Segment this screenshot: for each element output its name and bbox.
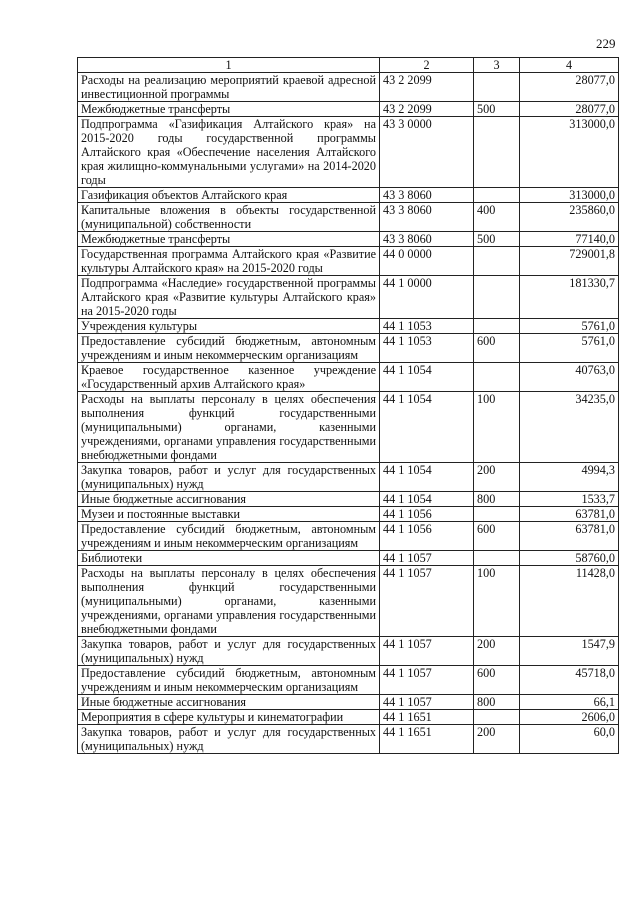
row-code: 44 1 0000	[380, 276, 474, 319]
row-expense-type	[474, 551, 520, 566]
table-row	[78, 276, 619, 319]
row-code: 43 3 8060	[380, 232, 474, 247]
table-row	[78, 203, 619, 232]
row-code: 44 1 1057	[380, 566, 474, 637]
row-amount: 181330,7	[520, 276, 619, 319]
table-row	[78, 637, 619, 666]
row-expense-type: 500	[474, 232, 520, 247]
row-expense-type	[474, 247, 520, 276]
row-expense-type: 600	[474, 522, 520, 551]
row-name: Предоставление субсидий бюджетным, автономным учреждениям и иным некоммерческим организациям	[78, 666, 380, 695]
row-name: Иные бюджетные ассигнования	[78, 695, 380, 710]
table-row	[78, 232, 619, 247]
row-amount: 5761,0	[520, 334, 619, 363]
row-name: Подпрограмма «Наследие» государственной программы Алтайского края «Развитие культуры Алтайского края» на 2015-2020 годы	[78, 276, 380, 319]
table-row	[78, 492, 619, 507]
row-amount: 5761,0	[520, 319, 619, 334]
column-header-4: 4	[520, 58, 619, 73]
row-expense-type	[474, 319, 520, 334]
row-expense-type: 500	[474, 102, 520, 117]
row-code: 44 1 1054	[380, 363, 474, 392]
row-expense-type	[474, 73, 520, 102]
row-amount: 58760,0	[520, 551, 619, 566]
row-amount: 45718,0	[520, 666, 619, 695]
row-code: 44 1 1057	[380, 666, 474, 695]
row-expense-type	[474, 507, 520, 522]
table-row	[78, 102, 619, 117]
row-expense-type: 600	[474, 334, 520, 363]
row-code: 44 1 1651	[380, 725, 474, 754]
table-row	[78, 551, 619, 566]
row-amount: 4994,3	[520, 463, 619, 492]
table-row	[78, 188, 619, 203]
row-expense-type	[474, 188, 520, 203]
row-expense-type: 400	[474, 203, 520, 232]
row-code: 44 1 1054	[380, 463, 474, 492]
table-row	[78, 507, 619, 522]
row-name: Учреждения культуры	[78, 319, 380, 334]
row-code: 43 3 0000	[380, 117, 474, 188]
row-expense-type	[474, 363, 520, 392]
table-row	[78, 319, 619, 334]
row-name: Расходы на выплаты персоналу в целях обеспечения выполнения функций государственными (муниципальными) органами, казенными учреждениями, органами управления государственными внебюджетными фондами	[78, 566, 380, 637]
table-row	[78, 334, 619, 363]
row-expense-type: 200	[474, 463, 520, 492]
row-code: 43 3 8060	[380, 203, 474, 232]
row-name: Предоставление субсидий бюджетным, автономным учреждениям и иным некоммерческим организациям	[78, 522, 380, 551]
row-code: 44 1 1053	[380, 334, 474, 363]
row-amount: 28077,0	[520, 73, 619, 102]
page-number: 229	[596, 36, 616, 51]
row-name: Подпрограмма «Газификация Алтайского края» на 2015-2020 годы государственной программы Алтайского края «Обеспечение населения Алтайского края жилищно-коммунальными услугами» на 2014-2020 годы	[78, 117, 380, 188]
row-name: Закупка товаров, работ и услуг для государственных (муниципальных) нужд	[78, 637, 380, 666]
budget-table	[77, 57, 619, 754]
row-name: Межбюджетные трансферты	[78, 232, 380, 247]
row-name: Закупка товаров, работ и услуг для государственных (муниципальных) нужд	[78, 463, 380, 492]
row-name: Межбюджетные трансферты	[78, 102, 380, 117]
row-name: Краевое государственное казенное учреждение «Государственный архив Алтайского края»	[78, 363, 380, 392]
row-name: Мероприятия в сфере культуры и кинематографии	[78, 710, 380, 725]
row-name: Музеи и постоянные выставки	[78, 507, 380, 522]
row-amount: 40763,0	[520, 363, 619, 392]
row-code: 44 1 1057	[380, 637, 474, 666]
row-expense-type	[474, 710, 520, 725]
table-header-row	[78, 58, 619, 73]
row-expense-type: 200	[474, 637, 520, 666]
row-expense-type	[474, 276, 520, 319]
table-row	[78, 392, 619, 463]
row-code: 44 1 1057	[380, 551, 474, 566]
table-row	[78, 463, 619, 492]
row-name: Капитальные вложения в объекты государственной (муниципальной) собственности	[78, 203, 380, 232]
row-amount: 63781,0	[520, 507, 619, 522]
row-name: Предоставление субсидий бюджетным, автономным учреждениям и иным некоммерческим организациям	[78, 334, 380, 363]
column-header-1: 1	[78, 58, 380, 73]
row-code: 44 1 1651	[380, 710, 474, 725]
row-amount: 28077,0	[520, 102, 619, 117]
row-name: Расходы на выплаты персоналу в целях обеспечения выполнения функций государственными (муниципальными) органами, казенными учреждениями, органами управления государственными внебюджетными фондами	[78, 392, 380, 463]
row-amount: 1533,7	[520, 492, 619, 507]
row-amount: 77140,0	[520, 232, 619, 247]
table-row	[78, 725, 619, 754]
row-code: 44 1 1054	[380, 492, 474, 507]
table-row	[78, 522, 619, 551]
row-name: Газификация объектов Алтайского края	[78, 188, 380, 203]
row-amount: 34235,0	[520, 392, 619, 463]
table-row	[78, 566, 619, 637]
table-row	[78, 695, 619, 710]
row-amount: 11428,0	[520, 566, 619, 637]
table-row	[78, 710, 619, 725]
row-name: Государственная программа Алтайского края «Развитие культуры Алтайского края» на 2015-2020 годы	[78, 247, 380, 276]
row-expense-type: 100	[474, 392, 520, 463]
row-code: 44 1 1053	[380, 319, 474, 334]
row-code: 44 0 0000	[380, 247, 474, 276]
row-amount: 1547,9	[520, 637, 619, 666]
row-code: 43 3 8060	[380, 188, 474, 203]
column-header-3: 3	[474, 58, 520, 73]
row-amount: 66,1	[520, 695, 619, 710]
row-name: Расходы на реализацию мероприятий краевой адресной инвестиционной программы	[78, 73, 380, 102]
row-amount: 60,0	[520, 725, 619, 754]
row-code: 44 1 1057	[380, 695, 474, 710]
row-expense-type: 600	[474, 666, 520, 695]
table-row	[78, 666, 619, 695]
row-amount: 235860,0	[520, 203, 619, 232]
table-row	[78, 363, 619, 392]
row-expense-type: 100	[474, 566, 520, 637]
row-expense-type: 200	[474, 725, 520, 754]
row-expense-type: 800	[474, 695, 520, 710]
column-header-2: 2	[380, 58, 474, 73]
row-name: Иные бюджетные ассигнования	[78, 492, 380, 507]
row-name: Закупка товаров, работ и услуг для государственных (муниципальных) нужд	[78, 725, 380, 754]
table-row	[78, 73, 619, 102]
row-code: 43 2 2099	[380, 73, 474, 102]
row-amount: 2606,0	[520, 710, 619, 725]
row-code: 44 1 1054	[380, 392, 474, 463]
row-amount: 313000,0	[520, 188, 619, 203]
table-row	[78, 117, 619, 188]
row-amount: 313000,0	[520, 117, 619, 188]
row-expense-type: 800	[474, 492, 520, 507]
row-code: 43 2 2099	[380, 102, 474, 117]
table-row	[78, 247, 619, 276]
row-amount: 63781,0	[520, 522, 619, 551]
row-expense-type	[474, 117, 520, 188]
row-code: 44 1 1056	[380, 522, 474, 551]
row-name: Библиотеки	[78, 551, 380, 566]
row-code: 44 1 1056	[380, 507, 474, 522]
row-amount: 729001,8	[520, 247, 619, 276]
